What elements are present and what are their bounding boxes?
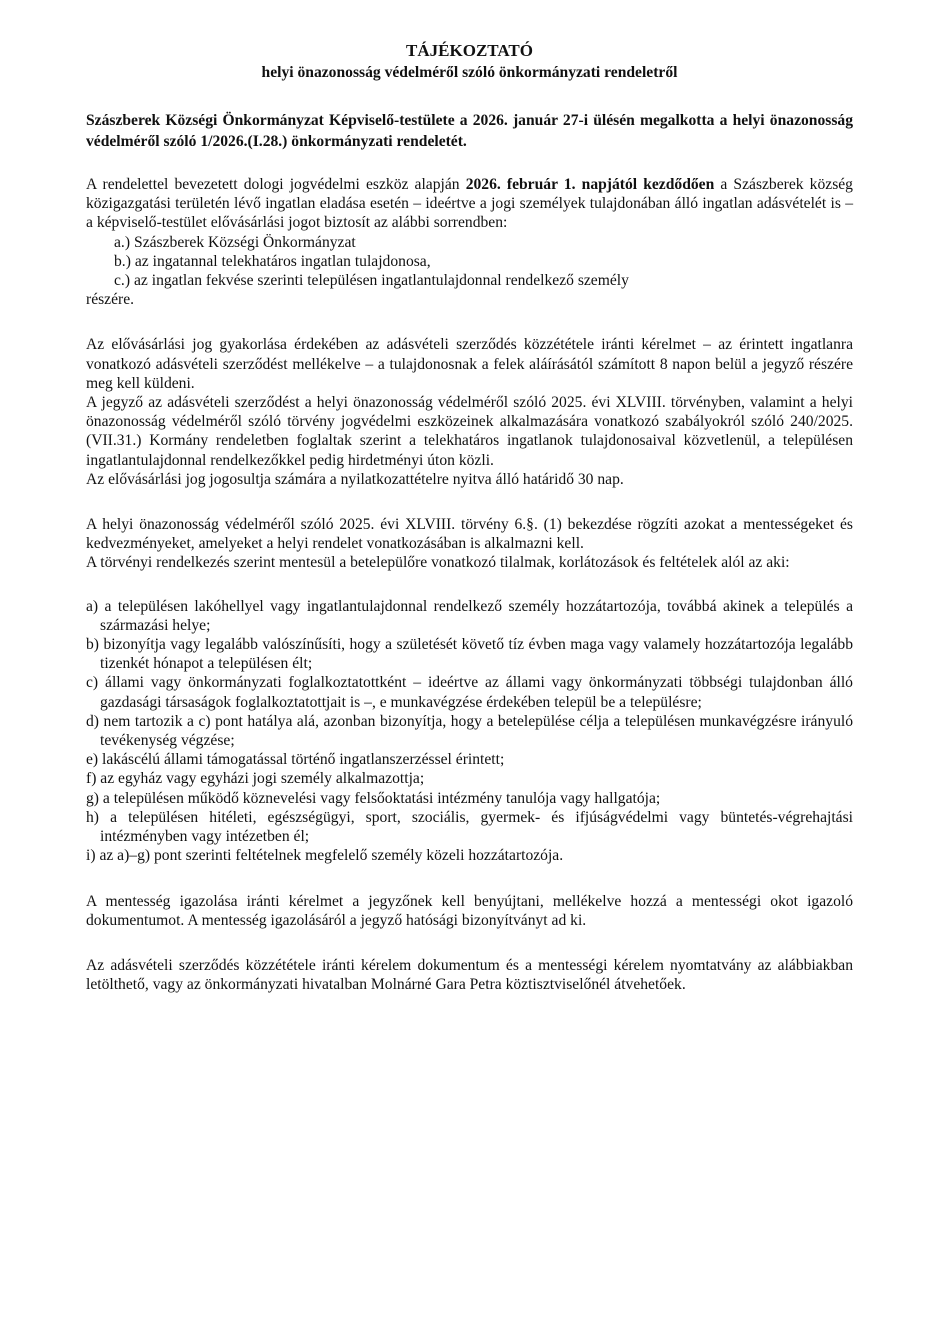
preemption-order-list <box>86 233 853 291</box>
preemption-text-start: A rendelettel bevezetett dologi jogvédelmi eszköz alapján <box>86 176 466 193</box>
procedure-section <box>86 335 853 489</box>
document-subtitle: helyi önazonosság védelméről szóló önkormányzati rendeletről <box>261 64 678 81</box>
exemption-certificate-paragraph: A mentesség igazolása iránti kérelmet a jegyzőnek kell benyújtani, mellékelve hozzá a mentességi okot igazoló dokumentumot. A mentesség igazolásáról a jegyző hatósági bizonyítványt ad ki. <box>86 892 853 929</box>
order-item-text: az ingatannal telekhatáros ingatlan tulajdonosa, <box>134 252 431 270</box>
exemption-label: b) <box>86 636 99 654</box>
order-item-text: Szászberek Községi Önkormányzat <box>134 233 356 251</box>
exemption-item <box>86 635 853 673</box>
exemption-label: f) <box>86 770 97 788</box>
exemption-intro-section <box>86 515 853 573</box>
exemption-label: i) <box>86 847 96 865</box>
exemption-text: lakáscélú állami támogatással történő ingatlanszerzéssel érintett; <box>102 751 505 769</box>
exemption-text: az a)–g) pont szerinti feltételnek megfelelő személy közeli hozzátartozója. <box>99 847 564 865</box>
exemption-label: a) <box>86 597 99 615</box>
order-item <box>86 233 853 252</box>
document-title: TÁJÉKOZTATÓ <box>406 41 533 60</box>
order-item-label: a.) <box>114 233 131 251</box>
exemption-item <box>86 673 853 711</box>
exemption-text: bizonyítja vagy legalább valószínűsíti, hogy a születését követő tíz évben maga vagy valamely hozzátartozója legalább tizenkét hónapot a településen élt; <box>100 636 853 673</box>
exemption-item <box>86 846 853 865</box>
exemption-list <box>86 597 853 866</box>
exemption-label: c) <box>86 674 99 692</box>
exemption-item <box>86 769 853 788</box>
order-closing: részére. <box>86 291 135 309</box>
lead-paragraph: Szászberek Községi Önkormányzat Képviselő-testülete a 2026. január 27-i ülésén megalkotta a helyi önazonosság védelméről szóló 1/2026.(I.28.) önkormányzati rendeletét. <box>86 112 853 150</box>
exemption-text: a településen működő köznevelési vagy felsőoktatási intézmény tanulója vagy hallgatója; <box>102 789 661 807</box>
exemption-text: nem tartozik a c) pont hatálya alá, azonban bizonyítja, hogy a betelepülése célja a településen munkavégzésre irányuló tevékenység végzése; <box>100 712 853 750</box>
exemption-item <box>86 750 853 769</box>
order-item <box>86 271 853 290</box>
procedure-paragraph-3: Az elővásárlási jog jogosultja számára a nyilatkozattételre nyitva álló határidő 30 nap. <box>86 470 624 488</box>
exemption-text: a településen lakóhellyel vagy ingatlantulajdonnal rendelkező személy hozzátartozója, továbbá akinek a település a származási helye; <box>100 597 854 634</box>
exemption-label: e) <box>86 751 99 769</box>
preemption-paragraph <box>86 175 853 233</box>
exemption-text: a településen hitéleti, egészségügyi, sport, szociális, gyermek- és ifjúságvédelmi vagy büntetés-végrehajtási intézményben vagy intézetben él; <box>100 808 853 846</box>
exemption-item <box>86 712 853 750</box>
document-page <box>86 40 853 994</box>
order-item-label: b.) <box>114 252 131 270</box>
exemption-label: g) <box>86 789 99 807</box>
exemption-intro-2: A törvényi rendelkezés szerint mentesül a betelepülőre vonatkozó tilalmak, korlátozások és feltételek alól az aki: <box>86 554 790 572</box>
exemption-item <box>86 789 853 808</box>
order-item <box>86 252 853 271</box>
exemption-label: h) <box>86 808 99 826</box>
exemption-text: az egyház vagy egyházi jogi személy alkalmazottja; <box>100 770 425 788</box>
exemption-item <box>86 597 853 635</box>
exemption-intro-1: A helyi önazonosság védelméről szóló 2025. évi XLVIII. törvény 6.§. (1) bekezdése rögzíti azokat a mentességeket és kedvezményeket, amelyeket a helyi rendelet vonatkozásában is alkalmazni kell. <box>86 516 853 553</box>
order-item-text: az ingatlan fekvése szerinti településen ingatlantulajdonnal rendelkező személy <box>134 272 629 290</box>
download-info-paragraph: Az adásvételi szerződés közzététele iránti kérelem dokumentum és a mentességi kérelem nyomtatvány az alábbiakban letölthető, vagy az önkormányzati hivatalban Molnárné Gara Petra köztisztviselőnél átvehetőek. <box>86 956 853 994</box>
procedure-paragraph-2: A jegyző az adásvételi szerződést a helyi önazonosság védelméről szóló 2025. évi XLVIII. törvényben, valamint a helyi önazonosság védelméről szóló törvény jogvédelmi eszközeinek alkalmazására vonatkozó szabályokról szóló 240/2025.(VII.31.) Kormány rendeletben foglaltak szerint a telekhatáros ingatlanok tulajdonosaival közvetlenül, a településen ingatlantulajdonnal rendelkezőkkel pedig hirdetményi úton közli. <box>86 394 853 469</box>
effective-date: 2026. február 1. napjától kezdődően <box>465 176 715 193</box>
exemption-item <box>86 808 853 846</box>
preemption-section <box>86 175 853 309</box>
exemption-label: d) <box>86 712 99 730</box>
procedure-paragraph-1: Az elővásárlási jog gyakorlása érdekében az adásvételi szerződés közzététele iránti kérelmet – az érintett ingatlanra vonatkozó adásvételi szerződést mellékelve – a tulajdonosnak a felek aláírásától számított 8 napon belül a jegyző részére meg kell küldeni. <box>86 336 853 392</box>
exemption-text: állami vagy önkormányzati foglalkoztatottként – ideértve az állami vagy önkormányzati többségi tulajdonban álló gazdasági társaságok foglalkoztatottjait is –, e munkavégzése érdekében települ be a településre; <box>100 674 853 711</box>
order-item-label: c.) <box>114 272 131 290</box>
preemption-text-end: a Szászberek község közigazgatási területén lévő ingatlan eladása esetén – ideértve a jogi személyek tulajdonában álló ingatlan adásvételét is – a képviselő-testület elővásárlási jogot biztosít az alábbi sorrendben: <box>86 176 853 232</box>
